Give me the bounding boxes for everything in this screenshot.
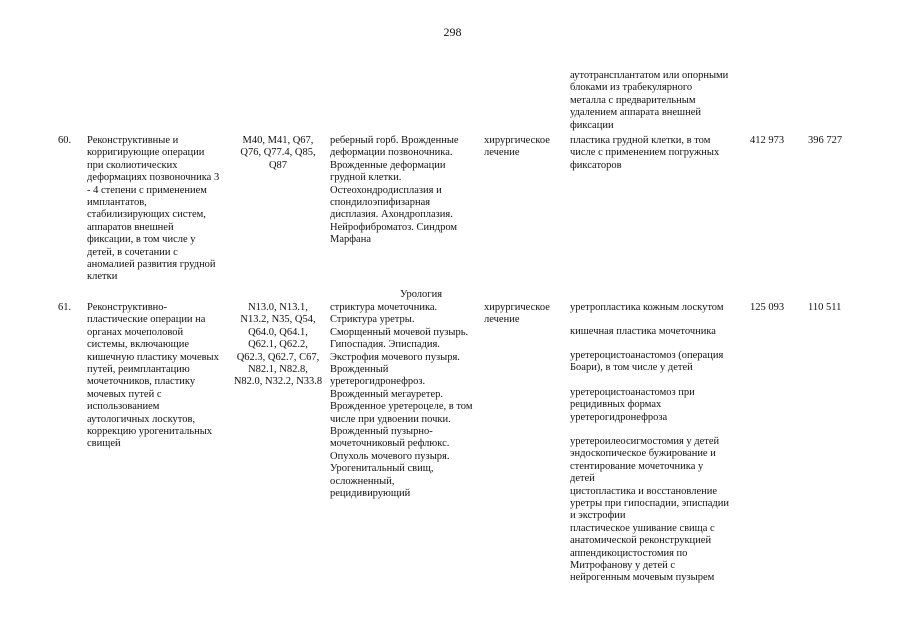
treatment-method: уретероилеосигмостомия у детей эндоскопическое бужирование и стентирование мочеточника у детей цистопластика и восстановление уретры при гипоспадии, эписпадии и экстрофии пластическое ушивание свища с анатомической реконструкцией аппендикоцистостомия по Митрофанову у детей с нейрогенным мочевым пузырем [570,436,730,584]
icd-codes: M40, M41, Q67, Q76, Q77.4, Q85, Q87 [240,135,316,171]
treatment-method: кишечная пластика мочеточника [570,326,716,337]
cost-2: 396 727 [808,135,843,146]
cost-2: 110 511 [808,302,842,313]
treatment-method: уретропластика кожным лоскутом [570,302,724,313]
page-number: 298 [443,25,462,39]
cost-1: 125 093 [750,302,785,313]
treatment-method: уретероцистоанастомоз (операция Боари), в том числе у детей [570,350,724,374]
treatment-type: хирургическое лечение [484,302,550,326]
icd-codes: N13.0, N13.1, N13.2, N35, Q54, Q64.0, Q64.1, Q62.1, Q62.2, Q62.3, Q62.7, C67, N82.1, N82.8, N82.0, N32.2, N33.8 [233,302,323,388]
operation-name: Реконструктивные и корригирующие операции при сколиотических деформациях позвоночника 3 - 4 степени с применением имплантатов, стабилизирующих систем, аппаратов внешней фиксации, в том числе у детей, в сочетании с аномалией развития грудной клетки [87,135,220,283]
carryover-method-text: аутотрансплантатом или опорными блоками из трабекулярного металла с предварительным удалением аппарата внешней фиксации [570,70,729,131]
row-number: 60. [58,135,72,146]
operation-name: Реконструктивно- пластические операции на органах мочеполовой системы, включающие кишечную пластику мочевых путей, реимплантацию мочеточников, пластику мочевых путей с использованием аутологичных лоскутов, коррекцию урогенитальных свищей [87,302,219,450]
treatment-method: уретероцистоанастомоз при рецидивных формах уретерогидронефроза [570,387,695,423]
cost-1: 412 973 [750,135,785,146]
row-number: 61. [58,302,72,313]
section-title: Урология [399,289,443,300]
treatment-method: пластика грудной клетки, в том числе с применением погружных фиксаторов [570,135,720,171]
patient-model: реберный горб. Врожденные деформации позвоночника. Врожденные деформации грудной клетки. Остеохондродисплазия и спондилоэпифизарная дисплазия. Ахондроплазия. Нейрофиброматоз. Синдром Марфана [330,135,459,246]
patient-model: стриктура мочеточника. Стриктура уретры. Сморщенный мочевой пузырь. Гипоспадия. Эписпадия. Экстрофия мочевого пузыря. Врожденный уретерогидронефроз. Врожденный мегауретер. Врожденное уретероцеле, в том числе при удвоении почки. Врожденный пузырно- мочеточниковый рефлюкс. Опухоль мочевого пузыря. Урогенитальный свищ, осложненный, рецидивирующий [330,302,473,500]
treatment-type: хирургическое лечение [484,135,550,159]
